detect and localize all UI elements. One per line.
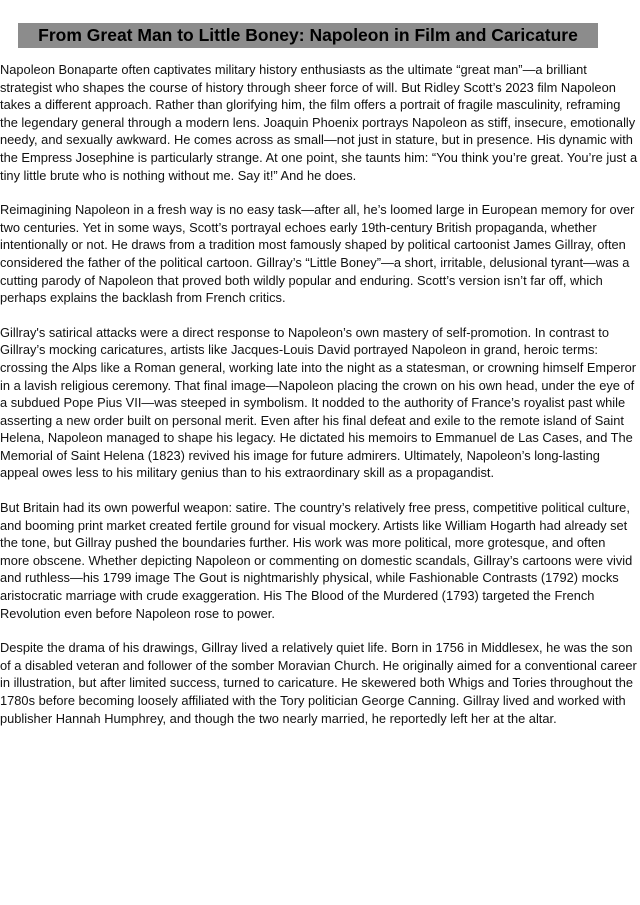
- paragraph-1: Napoleon Bonaparte often captivates military history enthusiasts as the ultimate “great man”—a brilliant strategist who shapes the course of history through sheer force of will. But Ridley Scott’s 2023 film Napoleon takes a different approach. Rather than glorifying him, the film offers a portrait of fragile masculinity, reframing the legendary general through a modern lens. Joaquin Phoenix portrays Napoleon as stiff, insecure, emotionally needy, and sexually awkward. He comes across as small—not just in stature, but in presence. His dynamic with the Empress Josephine is particularly strange. At one point, she taunts him: “You think you’re great. You’re just a tiny little brute who is nothing without me. Say it!” And he does.: [0, 62, 638, 183]
- paragraph-2: Reimagining Napoleon in a fresh way is no easy task—after all, he’s loomed large in European memory for over two centuries. Yet in some ways, Scott’s portrayal echoes early 19th-century British propaganda, whether intentionally or not. He draws from a tradition most famously shaped by political cartoonist James Gillray, often considered the father of the political cartoon. Gillray’s “Little Boney”—a short, irritable, delusional tyrant—was a cutting parody of Napoleon that proved both wildly popular and enduring. Scott’s version isn’t far off, which perhaps explains the backlash from French critics.: [0, 202, 635, 306]
- article-title: From Great Man to Little Boney: Napoleon in Film and Caricature: [38, 25, 578, 45]
- title-banner: [18, 23, 598, 48]
- paragraph-4: But Britain had its own powerful weapon: satire. The country’s relatively free press, competitive political culture, and booming print market created fertile ground for visual mockery. Artists like William Hogarth had already set the tone, but Gillray pushed the boundaries further. His work was more political, more grotesque, and often more obscene. Whether depicting Napoleon or commenting on domestic scandals, Gillray’s cartoons were vivid and ruthless—his 1799 image The Gout is nightmarishly physical, while Fashionable Contrasts (1792) mocks aristocratic marriage with crude exaggeration. His The Blood of the Murdered (1793) targeted the French Revolution even before Napoleon rose to power.: [0, 500, 633, 621]
- paragraph-3: Gillray's satirical attacks were a direct response to Napoleon’s own mastery of self-promotion. In contrast to Gillray’s mocking caricatures, artists like Jacques-Louis David portrayed Napoleon in grand, heroic terms: crossing the Alps like a Roman general, working late into the night as a statesman, or crowning himself Emperor in a lavish religious ceremony. That final image—Napoleon placing the crown on his own head, under the eye of a subdued Pope Pius VII—was steeped in symbolism. It nodded to the authority of France’s royalist past while asserting a new order built on personal merit. Even after his final defeat and exile to the remote island of Saint Helena, Napoleon managed to shape his legacy. He dictated his memoirs to Emmanuel de Las Cases, and The Memorial of Saint Helena (1823) revived his image for future admirers. Ultimately, Napoleon’s long-lasting appeal owes less to his military genius than to his extraordinary skill as a propagandist.: [0, 324, 637, 481]
- article-body: [0, 61, 638, 744]
- paragraph-5: Despite the drama of his drawings, Gillray lived a relatively quiet life. Born in 1756 in Middlesex, he was the son of a disabled veteran and follower of the somber Moravian Church. He originally aimed for a conventional career in illustration, but after limited success, turned to caricature. He skewered both Whigs and Tories throughout the 1780s before becoming loosely affiliated with the Tory politician George Canning. Gillray lived and worked with publisher Hannah Humphrey, and though the two nearly married, he reportedly left her at the altar.: [0, 640, 637, 726]
